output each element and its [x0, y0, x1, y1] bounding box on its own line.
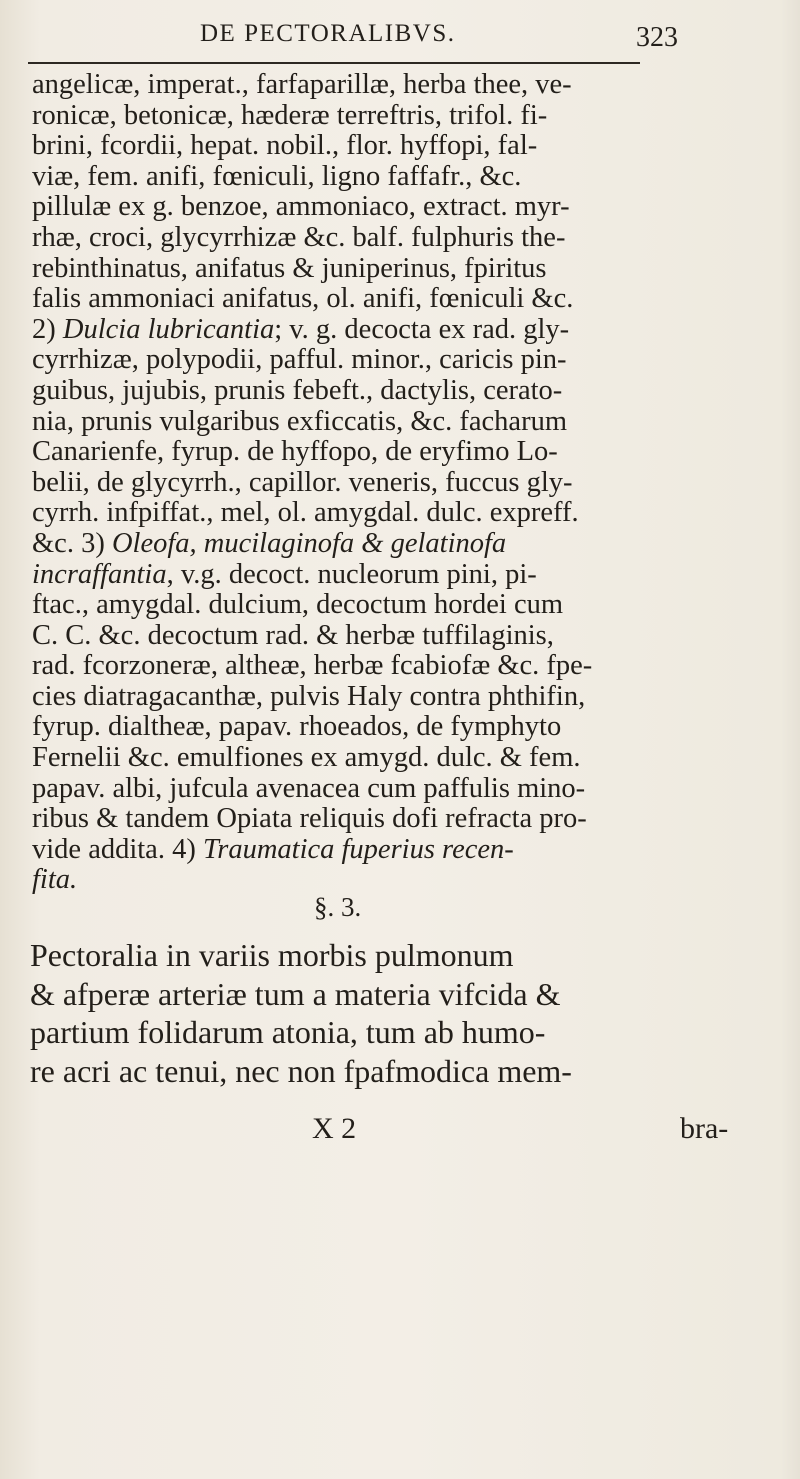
text-line	[32, 712, 792, 743]
text-line	[32, 804, 792, 835]
text-run: Canarienfe, fyrup. de hyffopo, de eryfimo Lo-	[32, 436, 558, 468]
text-run: ronicæ, betonicæ, hæderæ terreftris, trifol. fi-	[32, 99, 548, 131]
text-line	[32, 682, 792, 713]
text-line	[32, 621, 792, 652]
section-mark: §. 3.	[314, 892, 362, 922]
text-line	[32, 162, 792, 193]
text-run: angelicæ, imperat., farfaparillæ, herba thee, ve-	[32, 69, 572, 100]
text-line: re acri ac tenui, nec non fpafmodica mem-	[30, 1052, 572, 1089]
italic-text-run: Traumatica fuperius recen-	[202, 833, 514, 865]
text-line	[32, 345, 792, 376]
text-line	[32, 590, 792, 621]
text-line	[32, 284, 792, 315]
text-line	[32, 131, 792, 162]
page-footer	[0, 1112, 800, 1152]
text-line	[32, 743, 792, 774]
text-line	[32, 70, 792, 101]
text-run: falis ammoniaci anifatus, ol. anifi, fœniculi &c.	[32, 283, 574, 315]
text-line	[32, 192, 792, 223]
text-line	[32, 437, 792, 468]
text-run: ; v. g. decocta ex rad. gly-	[274, 313, 570, 345]
text-run: cies diatragacanthæ, pulvis Haly contra phthifin,	[32, 680, 586, 712]
text-run: brini, fcordii, hepat. nobil., flor. hyffopi, fal-	[32, 130, 538, 162]
paragraph-remedies-list	[32, 70, 792, 896]
text-line	[32, 223, 792, 254]
page-number: 323	[636, 22, 678, 53]
text-run: &c. 3)	[32, 527, 112, 559]
paragraph-pectoralia	[30, 936, 800, 1090]
text-line	[32, 315, 792, 346]
text-run: vide addita. 4)	[32, 833, 203, 865]
text-run: rhæ, croci, glycyrrhizæ &c. balf. fulphuris the-	[32, 221, 566, 253]
text-run: viæ, fem. anifi, fœniculi, ligno faffafr., &c.	[32, 160, 522, 192]
text-run: rebinthinatus, anifatus & juniperinus, fpiritus	[32, 252, 547, 284]
header-rule	[28, 62, 640, 64]
running-head: DE PECTORALIBVS.	[200, 20, 456, 47]
text-run: papav. albi, jufcula avenacea cum paffulis mino-	[32, 772, 586, 804]
text-run: cyrrhizæ, polypodii, pafful. minor., caricis pin-	[32, 344, 567, 376]
text-run: pillulæ ex g. benzoe, ammoniaco, extract. myr-	[32, 191, 570, 223]
text-line	[32, 651, 792, 682]
text-line	[32, 774, 792, 805]
text-line	[32, 468, 792, 499]
text-line	[32, 407, 792, 438]
text-line: & afperæ arteriæ tum a materia vifcida &	[30, 975, 561, 1012]
signature-mark: X 2	[312, 1112, 357, 1145]
text-run: belii, de glycyrrh., capillor. veneris, fuccus gly-	[32, 466, 573, 498]
text-line	[32, 376, 792, 407]
italic-text-run: fita.	[32, 864, 78, 896]
text-run: ribus & tandem Opiata reliquis dofi refracta pro-	[32, 803, 587, 835]
text-run: ftac., amygdal. dulcium, decoctum hordei cum	[32, 589, 564, 621]
text-run: nia, prunis vulgaribus exficcatis, &c. facharum	[32, 405, 567, 437]
catchword: bra-	[680, 1112, 729, 1145]
italic-text-run: Oleofa, mucilaginofa & gelatinofa	[111, 527, 507, 559]
text-run: fyrup. dialtheæ, papav. rhoeados, de fymphyto	[32, 711, 562, 743]
text-line	[32, 498, 792, 529]
text-run: C. C. &c. decoctum rad. & herbæ tuffilaginis,	[32, 619, 554, 651]
text-line: partium folidarum atonia, tum ab humo-	[30, 1014, 546, 1050]
text-line	[32, 529, 792, 560]
text-line	[32, 560, 792, 591]
text-line	[32, 835, 792, 866]
italic-text-run: Dulcia lubricantia	[62, 313, 275, 345]
page-header	[0, 14, 800, 58]
section-heading	[0, 892, 800, 926]
text-run: cyrrh. infpiffat., mel, ol. amygdal. dulc. expreff.	[32, 497, 579, 529]
text-run: 2)	[32, 313, 63, 345]
text-run: guibus, jujubis, prunis febeft., dactylis, cerato-	[32, 374, 563, 406]
text-run: rad. fcorzoneræ, altheæ, herbæ fcabiofæ &c. fpe-	[32, 650, 593, 682]
text-line: Pectoralia in variis morbis pulmonum	[30, 937, 514, 973]
text-line	[32, 101, 792, 132]
text-run: , v.g. decoct. nucleorum pini, pi-	[166, 558, 537, 590]
text-run: Fernelii &c. emulfiones ex amygd. dulc. & fem.	[32, 742, 581, 774]
text-line	[32, 254, 792, 285]
italic-text-run: incraffantia	[32, 558, 167, 590]
